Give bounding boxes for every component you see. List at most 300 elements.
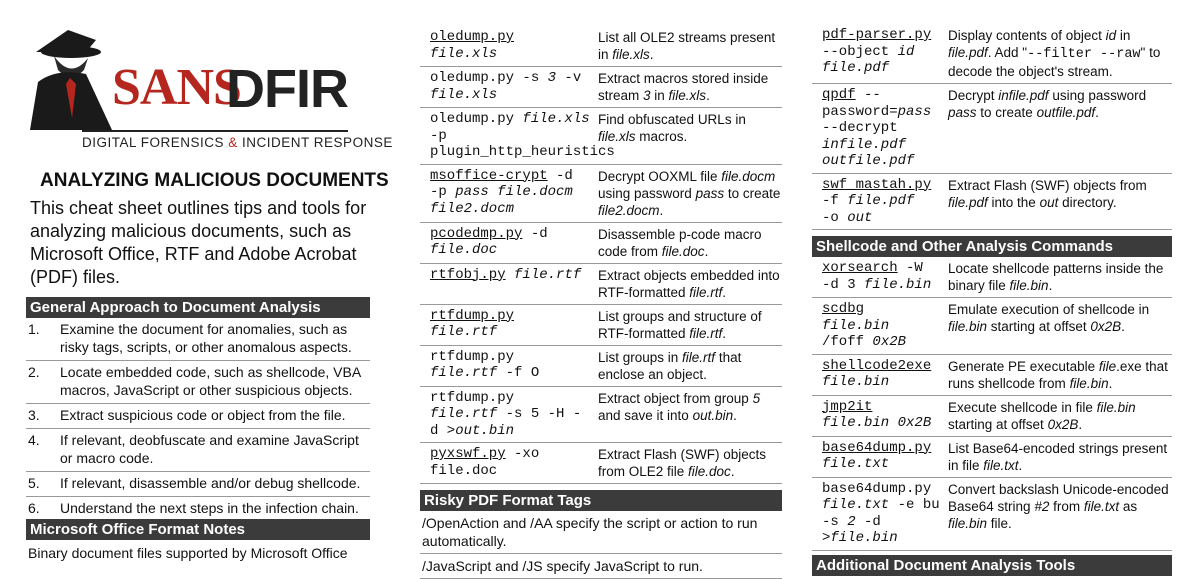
desc-emphasis: file.txt (983, 457, 1019, 473)
cmd-text: -p (430, 184, 456, 200)
section-header-shellcode: Shellcode and Other Analysis Commands (812, 236, 1172, 257)
desc-text: Find obfuscated URLs in (598, 112, 746, 127)
desc-text: . (722, 284, 727, 300)
command-cell (420, 226, 594, 260)
desc-emphasis: file.pdf (948, 45, 988, 60)
cmd-argument: out (847, 209, 873, 226)
command-line (822, 399, 940, 416)
desc-emphasis: file.xls (598, 129, 636, 144)
description-cell (940, 399, 1172, 433)
command-line (822, 318, 940, 335)
pdf-note: /OpenAction and /AA specify the script or action to run automatically. (420, 511, 782, 554)
description-cell (594, 168, 782, 219)
cmd-argument: file.xls (430, 45, 498, 62)
desc-emphasis: file.doc (661, 243, 705, 259)
description-cell (594, 446, 782, 480)
command-row (420, 26, 782, 67)
cmd-text: /foff (822, 334, 873, 350)
desc-text: .exe that runs shellcode from (948, 358, 1168, 391)
description-cell (594, 349, 782, 383)
desc-text: as (1119, 498, 1138, 514)
desc-text: Display contents of object (948, 28, 1106, 43)
desc-text: Extract Flash (SWF) objects from (948, 177, 1147, 193)
description-cell (594, 390, 782, 440)
desc-emphasis: out (1039, 194, 1059, 210)
command-row (420, 346, 782, 387)
desc-text: List Base64-encoded strings present in file (948, 440, 1168, 473)
desc-emphasis: outfile.pdf (1036, 105, 1096, 120)
command-line (430, 144, 615, 161)
cmd-text: file.doc (430, 462, 498, 479)
desc-text: Extract Flash (SWF) objects from OLE2 file (598, 447, 767, 479)
cmd-argument: 0x2B (872, 334, 907, 350)
desc-text: Execute shellcode in file (948, 399, 1097, 415)
cmd-text: -s 5 -H - (497, 406, 582, 422)
command-cell (812, 301, 940, 351)
command-line (430, 168, 594, 185)
command-cell (812, 399, 940, 433)
pdf-commands-table (812, 0, 1172, 230)
desc-text: Emulate execution of shellcode in (948, 302, 1150, 317)
command-cell (812, 260, 940, 294)
cmd-argument: file.pdf (822, 60, 890, 76)
logo-subtitle-part-2: INCIDENT RESPONSE (237, 135, 393, 150)
cmd-argument: file.pdf (847, 193, 915, 209)
command-line (822, 514, 940, 531)
cmd-argument: out.bin (455, 422, 515, 439)
cmd-text: --password= (822, 87, 898, 120)
command-row (812, 437, 1172, 478)
command-line (822, 210, 940, 227)
command-line (430, 29, 594, 46)
desc-text: that enclose an object. (598, 349, 742, 382)
cmd-text: rtfdump.py (430, 348, 515, 365)
desc-text: from (1049, 498, 1084, 514)
command-line (430, 390, 594, 407)
desc-text: Extract objects embedded into RTF-formatted (598, 267, 780, 300)
command-cell (420, 168, 594, 219)
command-cell (812, 87, 940, 170)
left-column (26, 0, 393, 561)
command-row (812, 257, 1172, 298)
step-number: 1. (28, 321, 40, 337)
cmd-text: -d (855, 513, 881, 530)
step-number: 2. (28, 364, 40, 380)
command-row (420, 223, 782, 264)
cmd-argument: file.xls (430, 86, 498, 103)
desc-text: Convert backslash Unicode-encoded Base64 string (948, 481, 1169, 514)
cmd-text: -d (547, 167, 573, 184)
desc-emphasis: file2.docm (598, 202, 660, 218)
desc-emphasis: 0x2B (1047, 416, 1079, 432)
desc-text: starting at offset (987, 319, 1091, 334)
cmd-argument: file.rtf (430, 365, 498, 381)
command-line (430, 349, 594, 366)
description-cell (940, 177, 1172, 227)
cmd-text: oledump.py -s (430, 70, 548, 86)
command-row (420, 387, 782, 444)
sans-dfir-logo (26, 0, 393, 160)
desc-code: --filter --raw (1027, 47, 1141, 62)
cmd-text: -e bu (889, 497, 940, 513)
tool-name: rtfdump.py (430, 307, 515, 324)
command-cell (812, 358, 940, 392)
command-cell (812, 481, 940, 547)
command-line (430, 46, 594, 63)
command-line (822, 277, 940, 294)
logo-dfir-text: DFIR (226, 59, 348, 119)
cmd-argument: file.bin (822, 317, 890, 334)
command-row (812, 24, 1172, 84)
cmd-text: -xo (505, 446, 540, 462)
approach-step (26, 472, 370, 497)
description-cell (594, 70, 782, 104)
command-line (430, 446, 594, 463)
desc-text: to create (976, 105, 1037, 120)
desc-text: directory. (1058, 194, 1117, 210)
command-row (420, 264, 782, 305)
desc-emphasis: file.rtf (682, 349, 716, 365)
desc-text: . (1108, 375, 1113, 391)
section-header-general-approach: General Approach to Document Analysis (26, 297, 370, 318)
desc-emphasis: file.bin (948, 319, 988, 334)
pdf-notes-list (420, 511, 782, 579)
desc-text: . (722, 325, 727, 341)
command-line (822, 497, 940, 514)
right-column (812, 0, 1172, 576)
cmd-text: -f O (497, 365, 540, 381)
shellcode-commands-table (812, 257, 1172, 551)
cmd-text: d > (430, 422, 456, 439)
command-line (822, 415, 940, 432)
command-cell (420, 446, 594, 480)
command-line (430, 267, 594, 284)
cmd-text: plugin_http_heuristics (430, 144, 615, 160)
description-cell (940, 481, 1172, 547)
cmd-text: oledump.py (430, 111, 523, 127)
command-cell (420, 390, 594, 440)
cmd-argument: infile.pdf (822, 136, 907, 153)
desc-emphasis: file.doc (688, 464, 731, 479)
command-row (420, 443, 782, 484)
command-cell (420, 29, 594, 63)
cmd-text: -s (822, 513, 848, 530)
step-number: 3. (28, 407, 40, 423)
cmd-text: -W (897, 260, 923, 276)
cmd-argument: file.bin 0x2B (822, 415, 932, 431)
cmd-argument: file.rtf (514, 266, 582, 283)
command-line (822, 44, 940, 61)
command-cell (420, 308, 594, 342)
desc-text: . (730, 464, 735, 479)
desc-emphasis: file.rtf (689, 325, 723, 341)
desc-text: List all OLE2 streams present in (598, 30, 776, 62)
desc-emphasis: file.bin (1009, 278, 1049, 293)
step-number: 6. (28, 500, 40, 516)
command-cell (420, 349, 594, 383)
desc-emphasis: file.pdf (948, 194, 988, 210)
desc-text: . (649, 47, 654, 62)
command-line (430, 226, 594, 243)
description-cell (594, 267, 782, 301)
desc-emphasis: id (1105, 28, 1117, 43)
command-line (822, 193, 940, 210)
step-text: If relevant, deobfuscate and examine JavaScript or macro code. (60, 432, 359, 466)
command-cell (812, 177, 940, 227)
section-header-additional-tools: Additional Document Analysis Tools (812, 555, 1172, 576)
step-text: Extract suspicious code or object from the file. (60, 407, 346, 423)
desc-text: . (1095, 105, 1099, 120)
cmd-text: -p (430, 127, 447, 144)
desc-emphasis: file.txt (1083, 498, 1120, 514)
tool-name: swf_mastah.py (822, 176, 932, 193)
desc-text: Locate shellcode patterns inside the binary file (948, 261, 1164, 293)
command-line (430, 201, 594, 218)
desc-text: Decrypt (948, 88, 999, 103)
description-cell (594, 29, 782, 63)
general-approach-section (26, 297, 370, 522)
spy-figure-icon (26, 22, 118, 132)
desc-text: Generate PE executable (948, 358, 1099, 374)
command-line (430, 406, 594, 423)
desc-text: to create (724, 185, 781, 201)
desc-emphasis: file.xls (668, 88, 707, 103)
cmd-argument: file.txt (822, 497, 890, 513)
logo-subtitle (82, 130, 393, 150)
desc-emphasis: file.bin (1069, 375, 1109, 391)
approach-step (26, 361, 370, 404)
approach-step (26, 429, 370, 472)
desc-emphasis: pass (695, 185, 725, 201)
command-line (822, 456, 940, 473)
command-line (822, 530, 940, 547)
pdf-note: /JavaScript and /JS specify JavaScript to run. (420, 554, 782, 579)
step-text: If relevant, disassemble and/or debug shellcode. (60, 475, 361, 491)
tool-name: xorsearch (822, 260, 898, 276)
cmd-argument: 2 (847, 513, 856, 530)
command-line (822, 481, 940, 498)
command-line (822, 27, 940, 44)
command-row (420, 305, 782, 346)
command-line (430, 111, 594, 144)
cmd-argument: pass (897, 103, 932, 120)
logo-sans-text: SANS (112, 59, 241, 116)
command-line (430, 324, 594, 341)
desc-text: . (659, 202, 664, 218)
desc-text: " to decode the object's stream. (948, 45, 1161, 79)
desc-text: macros. (635, 129, 688, 144)
desc-emphasis: file.bin (948, 515, 988, 531)
desc-text: List groups in (598, 349, 683, 365)
cmd-argument: id (897, 43, 915, 60)
logo-subtitle-part-1: DIGITAL FORENSICS (82, 135, 229, 150)
middle-column (420, 0, 782, 579)
command-row (812, 478, 1172, 551)
tool-name: scdbg (822, 301, 865, 317)
command-line (430, 308, 594, 325)
cmd-argument: 3 (547, 70, 557, 86)
cmd-argument: file.bin (864, 276, 932, 293)
office-notes-section (26, 519, 370, 566)
cmd-argument: pass file.docm (455, 184, 573, 200)
desc-text: into the (987, 194, 1040, 210)
intro-text: This cheat sheet outlines tips and tools for analyzing malicious documents, such as Microsoft Office, RTF and Adobe Acrobat (PDF) files. (30, 198, 367, 287)
cmd-text: -d (522, 225, 548, 242)
command-row (420, 165, 782, 223)
desc-text: Extract macros stored inside stream (598, 71, 769, 103)
cmd-text: base64dump.py (822, 480, 932, 497)
cmd-argument: file2.docm (430, 200, 515, 217)
command-row (812, 396, 1172, 437)
desc-text: using password (598, 185, 696, 201)
desc-text: . (733, 407, 737, 423)
cmd-text: -d 3 (822, 276, 865, 293)
command-line (822, 177, 940, 194)
description-cell (940, 87, 1172, 170)
command-line (822, 334, 940, 351)
desc-text: in (1116, 28, 1131, 43)
logo-subtitle-amp: & (228, 135, 238, 150)
tool-name: pyxswf.py (430, 446, 506, 462)
desc-emphasis: #2 (1034, 498, 1050, 514)
cmd-text: -v (556, 70, 582, 86)
cmd-argument: outfile.pdf (822, 153, 915, 169)
command-line (430, 87, 594, 104)
command-row (420, 67, 782, 108)
command-line (822, 374, 940, 391)
cmd-argument: file.xls (522, 111, 590, 127)
step-text: Locate embedded code, such as shellcode, VBA macros, JavaScript or other suspicious objects. (60, 364, 361, 398)
desc-text: . (706, 88, 710, 103)
command-line (822, 260, 940, 277)
description-cell (940, 440, 1172, 474)
description-cell (940, 358, 1172, 392)
desc-emphasis: pass (948, 105, 977, 120)
description-cell (594, 308, 782, 342)
description-cell (940, 301, 1172, 351)
desc-text: Decrypt OOXML file (598, 168, 722, 184)
cmd-argument: file.txt (822, 456, 890, 472)
desc-text: Extract object from group (598, 390, 753, 406)
description-cell (594, 111, 782, 161)
tool-name: pdf-parser.py (822, 27, 932, 43)
cmd-text (506, 267, 514, 283)
desc-emphasis: file.rtf (689, 284, 723, 300)
command-line (822, 153, 940, 170)
cmd-text: > (822, 530, 831, 546)
desc-emphasis: file (1098, 358, 1117, 374)
command-line (822, 87, 940, 120)
desc-text: in (650, 88, 669, 103)
tool-name: base64dump.py (822, 439, 932, 456)
command-line (430, 184, 594, 201)
approach-step (26, 318, 370, 361)
command-line (430, 365, 594, 382)
desc-text: List groups and structure of RTF-formatted (598, 308, 762, 341)
tool-name: qpdf (822, 87, 856, 103)
desc-emphasis: 3 (643, 88, 651, 103)
command-line (822, 60, 940, 77)
cmd-text: --object (822, 43, 898, 60)
desc-text: Disassemble p-code macro code from (598, 226, 762, 259)
cmd-argument: file.bin (822, 374, 890, 390)
desc-text: file. (987, 515, 1012, 531)
description-cell (940, 27, 1172, 80)
command-cell (420, 111, 615, 161)
cmd-argument: file.bin (830, 530, 898, 546)
tool-name: jmp2it (822, 398, 873, 415)
cmd-argument: file.rtf (430, 406, 498, 422)
tool-name: shellcode2exe (822, 357, 932, 374)
tool-name: pcodedmp.py (430, 225, 523, 242)
tool-name: msoffice-crypt (430, 167, 548, 184)
command-line (430, 242, 594, 259)
desc-text: using password (1048, 88, 1147, 103)
desc-emphasis: 0x2B (1090, 319, 1122, 334)
desc-text: . (1078, 416, 1083, 432)
cmd-text: -o (822, 209, 848, 226)
desc-text: and save it into (598, 407, 693, 423)
desc-text: . (1048, 278, 1053, 293)
approach-step (26, 404, 370, 429)
command-line (430, 423, 594, 440)
command-line (430, 463, 594, 480)
cmd-argument: file.doc (430, 242, 498, 258)
command-line (822, 440, 940, 457)
cmd-argument: file.rtf (430, 324, 498, 340)
description-cell (940, 260, 1172, 294)
section-header-office-notes: Microsoft Office Format Notes (26, 519, 370, 540)
command-line (822, 301, 940, 318)
command-cell (420, 267, 594, 301)
desc-text: . (1121, 319, 1125, 334)
desc-emphasis: infile.pdf (998, 88, 1049, 103)
office-notes-text: Binary document files supported by Microsoft Office (28, 545, 348, 561)
desc-text: . Add " (987, 45, 1028, 60)
desc-text: . (1018, 457, 1023, 473)
command-line (430, 70, 594, 87)
command-cell (420, 70, 594, 104)
step-text: Understand the next steps in the infection chain. (60, 500, 359, 516)
desc-emphasis: file.bin (1096, 399, 1136, 415)
office-commands-table (420, 0, 782, 484)
command-row (812, 355, 1172, 396)
page-title: ANALYZING MALICIOUS DOCUMENTS (40, 170, 389, 191)
desc-text: . (704, 243, 709, 259)
description-cell (594, 226, 782, 260)
command-row (420, 108, 782, 165)
command-line (822, 358, 940, 375)
approach-steps-list (26, 318, 370, 522)
section-header-risky-pdf: Risky PDF Format Tags (420, 490, 782, 511)
step-number: 5. (28, 475, 40, 491)
cmd-text: --decrypt (822, 120, 898, 136)
desc-emphasis: out.bin (692, 407, 734, 423)
command-cell (812, 27, 940, 80)
desc-emphasis: file.xls (612, 47, 650, 62)
step-number: 4. (28, 432, 40, 448)
command-line (822, 120, 940, 153)
cmd-text: -f (822, 193, 848, 209)
desc-emphasis: 5 (752, 390, 761, 406)
tool-name: rtfobj.py (430, 266, 506, 283)
desc-text: starting at offset (948, 416, 1048, 432)
tool-name: oledump.py (430, 29, 515, 45)
command-cell (812, 440, 940, 474)
command-row (812, 298, 1172, 355)
command-row (812, 174, 1172, 231)
step-text: Examine the document for anomalies, such as risky tags, scripts, or other anomalous aspects. (60, 321, 352, 355)
